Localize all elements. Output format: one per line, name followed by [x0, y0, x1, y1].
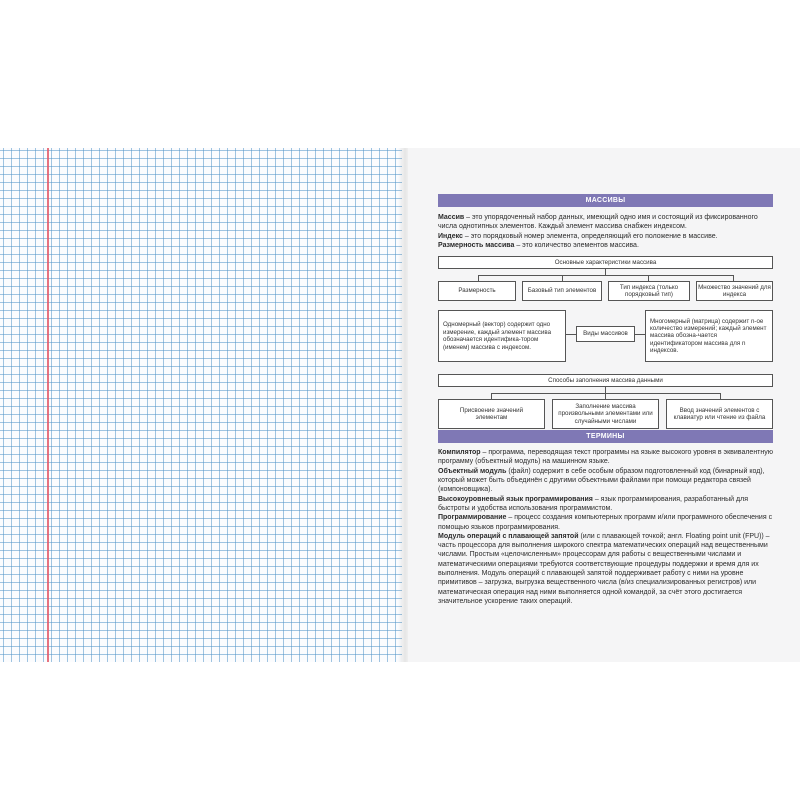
array-types-diagram	[438, 310, 773, 364]
arrays-definitions	[438, 213, 773, 250]
term-fpu: Модуль операций с плавающей запятой (или с плавающей точкой; англ. Floating point unit (FPU)) – часть процессора для выполнения широкого спектра математических операций над вещественными числами. Простым «целочисленным» процессорам для работы с вещественными числами и математическими операциями требуются соответствующие процедуры поддержки и время для их выполнения. Модуль операций с плавающей запятой поддерживает работу с ними на уровне примитивов – загрузка, выгрузка вещественного числа (в/из специализированных регистров) или математическая операция над ними выполняется одной командой, за счёт этого достигается значительное ускорение таких операций.	[438, 532, 770, 605]
grid-page	[0, 148, 402, 662]
terms-list	[438, 448, 773, 606]
margin-line	[47, 148, 49, 662]
characteristics-diagram	[438, 256, 773, 306]
characteristic-item: Размерность	[438, 281, 516, 301]
type-multi-dimensional: Многомерный (матрица) содержит n-ое количество измерений; каждый элемент массива обозна-чается идентификатором массива для n индексов.	[645, 310, 773, 362]
types-center: Виды массивов	[576, 326, 635, 342]
characteristic-item: Базовый тип элементов	[522, 281, 602, 301]
connector	[478, 275, 733, 276]
definition-array: Массив – это упорядоченный набор данных, имеющий одно имя и состоящий из фиксированного числа однотипных элементов. Каждый элемент массива снабжен индексом.	[438, 214, 758, 231]
connector	[566, 334, 576, 335]
filling-item: Присвоение значений элементам	[438, 399, 545, 429]
filling-item: Ввод значений элементов с клавиатур или чтение из файла	[666, 399, 773, 429]
filling-title: Способы заполнения массива данными	[438, 374, 773, 387]
term-object-module: Объектный модуль (файл) содержит в себе особым образом подготовленный код (бинарный код), который может быть объединён с другими объектными файлами при помощи редактора связей (компоновщика).	[438, 467, 765, 494]
characteristic-item: Множество значений для индекса	[696, 281, 773, 301]
type-one-dimensional: Одномерный (вектор) содержит одно измерение, каждый элемент массива обозначается идентифика-тором (именем) массива с индексом.	[438, 310, 566, 362]
connector	[635, 334, 645, 335]
characteristic-item: Тип индекса (только порядковый тип)	[608, 281, 690, 301]
definition-dimension: Размерность массива – это количество элементов массива.	[438, 241, 639, 249]
notebook-spread	[0, 148, 800, 662]
term-compiler: Компилятор – программа, переводящая текст программы на языке высокого уровня в эквивалентную программу (объектный модуль) на машинном языке.	[438, 449, 774, 466]
characteristics-title: Основные характеристики массива	[438, 256, 773, 269]
filling-diagram	[438, 374, 773, 430]
filling-item: Заполнение массива произвольными элементами или случайными числами	[552, 399, 659, 429]
term-programming: Программирование – процесс создания компьютерных программ и/или программного обеспечения с помощью языков программирования.	[438, 514, 773, 531]
terms-header: ТЕРМИНЫ	[438, 430, 773, 443]
term-high-level-language: Высокоуровневый язык программирования – язык программирования, разработанный для быстроты и удобства использования программистом.	[438, 495, 748, 512]
info-page	[408, 148, 800, 662]
definition-index: Индекс – это порядковый номер элемента, определяющий его положение в массиве.	[438, 232, 718, 240]
arrays-header: МАССИВЫ	[438, 194, 773, 207]
info-content	[438, 194, 773, 606]
